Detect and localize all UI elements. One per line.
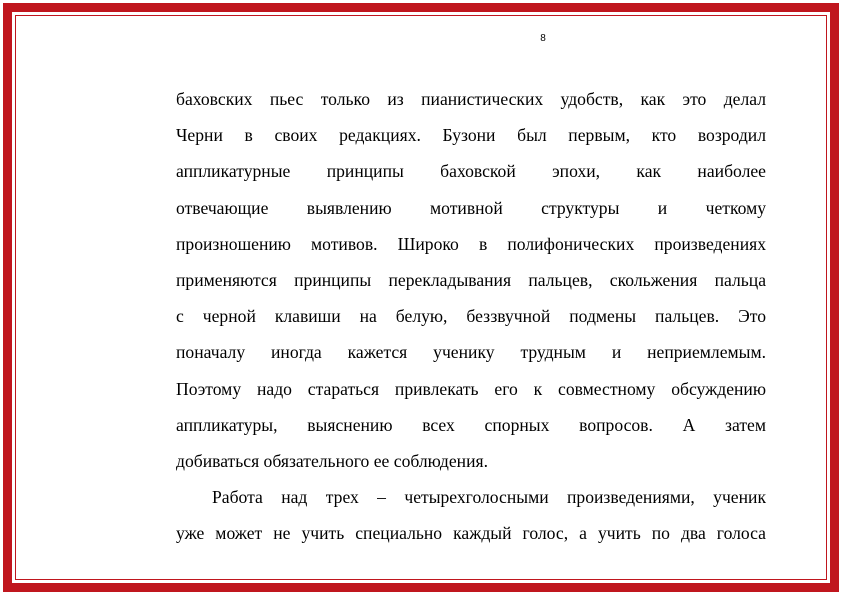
page-number: 8 [540,33,546,44]
text-line: Черни в своих редакциях. Бузони был первым, кто возродил [176,125,766,146]
paragraph-1 [176,86,766,484]
text-line: аппликатурные принципы баховской эпохи, как наиболее [176,161,766,182]
text-line: произношению мотивов. Широко в полифонических произведениях [176,233,766,254]
text-line: уже может не учить специально каждый голос, а учить по два голоса [176,523,766,544]
text-line: Работа над трех – четырехголосными произведениями, ученик [212,487,766,508]
text-line: с черной клавиши на белую, беззвучной подмены пальцев. Это [176,306,766,327]
text-line: аппликатуры, выяснению всех спорных вопросов. А затем [176,414,766,435]
text-line: баховских пьес только из пианистических удобств, как это делал [176,89,766,109]
text-line: применяются принципы перекладывания пальцев, скольжения пальца [176,269,766,290]
text-line: поначалу иногда кажется ученику трудным и неприемлемым. [176,342,766,363]
text-line: отвечающие выявлению мотивной структуры и четкому [176,197,766,218]
body-text [176,86,766,556]
text-line: добиваться обязательного ее соблюдения. [176,450,488,471]
paragraph-2 [176,484,766,556]
text-line: Поэтому надо стараться привлекать его к совместному обсуждению [176,378,766,399]
